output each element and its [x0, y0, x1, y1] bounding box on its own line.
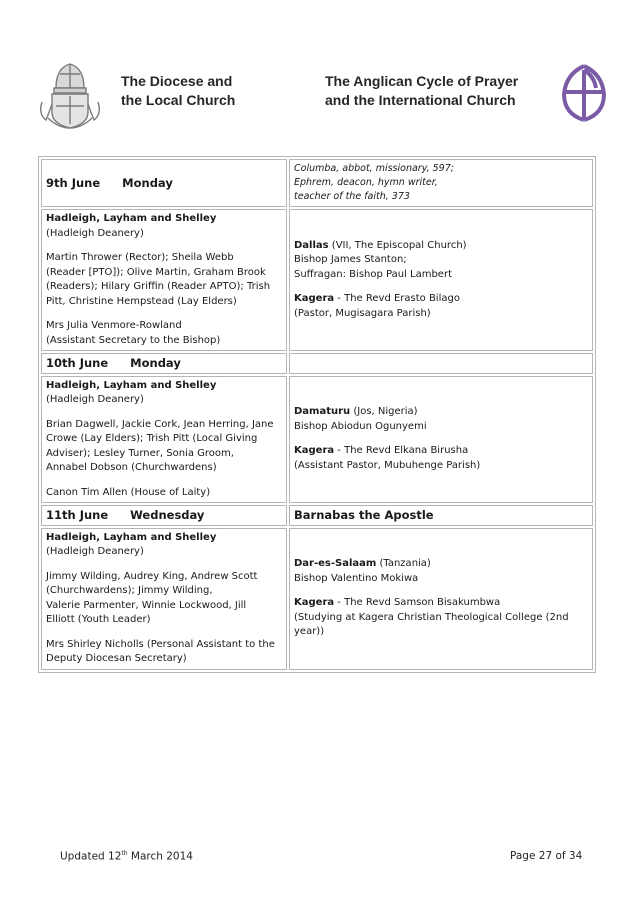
diocese-name: Dar-es-Salaam [294, 558, 377, 570]
link-diocese-name: Kagera [294, 597, 335, 609]
clergy-line: Pitt, Christine Hempstead (Lay Elders) [46, 295, 237, 307]
link-detail: - The Revd Erasto Bilago [334, 293, 460, 305]
bishop-line: Bishop James Stanton; [294, 254, 407, 266]
header-right-line2: and the International Church [325, 92, 516, 108]
clergy-line: (Churchwardens); Jimmy Wilding, [46, 585, 213, 596]
bishop-line: Suffragan: Bishop Paul Lambert [294, 268, 452, 280]
footer-updated-sup: th [121, 850, 128, 857]
clergy-line: Martin Thrower (Rector); Sheila Webb [46, 252, 234, 263]
local-church-cell [41, 376, 287, 504]
day-date: 10th June [46, 356, 109, 370]
parish-name: Hadleigh, Layham and Shelley [46, 213, 217, 224]
day-name: Wednesday [130, 508, 205, 522]
day-name: Monday [122, 175, 173, 190]
day-date-cell [41, 353, 287, 374]
day-date-cell [41, 505, 287, 526]
extra-line: Mrs Shirley Nicholls (Personal Assistant to the [46, 638, 275, 650]
clergy-line: (Reader [PTO]); Olive Martin, Graham Brook [46, 266, 266, 278]
diocese-crest-logo [36, 58, 104, 130]
day-header-row [41, 505, 593, 526]
parish-name: Hadleigh, Layham and Shelley [46, 379, 217, 391]
day-entry-row [41, 528, 593, 670]
bishop-line: Bishop Abiodun Ogunyemi [294, 420, 427, 432]
commemoration-cell [289, 159, 593, 207]
day-header-row [41, 353, 593, 374]
extra-line: (Assistant Secretary to the Bishop) [46, 334, 221, 346]
clergy-line: Elliott (Youth Leader) [46, 614, 151, 625]
bishop-line: Bishop Valentino Mokiwa [294, 572, 419, 584]
extra-line: Mrs Julia Venmore-Rowland [46, 320, 182, 331]
footer-page-number: Page 27 of 34 [510, 850, 583, 862]
parish-name: Hadleigh, Layham and Shelley [46, 531, 217, 543]
link-diocese-name: Kagera [294, 445, 335, 457]
church-of-england-logo [556, 60, 612, 126]
international-church-cell [289, 528, 593, 670]
footer-updated-date [60, 850, 193, 863]
international-church-cell [289, 376, 593, 504]
header-right-line1: The Anglican Cycle of Prayer [325, 73, 519, 89]
footer-updated-suffix: March 2014 [127, 850, 193, 863]
diocese-detail: (Tanzania) [376, 558, 431, 570]
day-date: 11th June [46, 508, 109, 522]
commemoration-line: teacher of the faith, 373 [294, 191, 410, 202]
prayer-cycle-table [38, 156, 596, 673]
diocese-name: Damaturu [294, 406, 351, 418]
header-left-line2: the Local Church [121, 92, 236, 108]
diocese-name: Dallas [294, 239, 329, 251]
commemoration-line: Columba, abbot, missionary, 597; [294, 163, 454, 174]
extra-line: Deputy Diocesan Secretary) [46, 653, 187, 664]
deanery-name: (Hadleigh Deanery) [46, 546, 144, 557]
day-entry-row [41, 376, 593, 504]
clergy-line: Adviser); Lesley Turner, Sonia Groom, [46, 447, 234, 459]
local-church-cell [41, 528, 287, 670]
diocese-detail: (VII, The Episcopal Church) [328, 239, 467, 251]
feast-cell: Barnabas the Apostle [289, 505, 593, 526]
deanery-name: (Hadleigh Deanery) [46, 394, 144, 405]
commemoration-cell [289, 353, 593, 374]
day-entry-row [41, 209, 593, 351]
deanery-name: (Hadleigh Deanery) [46, 227, 144, 239]
extra-line: Canon Tim Allen (House of Laity) [46, 486, 211, 498]
clergy-line: Brian Dagwell, Jackie Cork, Jean Herring, Jane [46, 418, 274, 430]
link-diocese-name: Kagera [294, 293, 335, 305]
clergy-line: Valerie Parmenter, Winnie Lockwood, Jill [46, 599, 247, 611]
day-name: Monday [130, 356, 181, 370]
link-role: (Studying at Kagera Christian Theological College (2nd year)) [294, 611, 569, 638]
footer-updated-prefix: Updated 12 [60, 850, 122, 863]
commemoration-line: Ephrem, deacon, hymn writer, [294, 177, 438, 188]
header-cycle-title [325, 72, 518, 110]
header-diocese-title [121, 72, 235, 110]
international-church-cell [289, 209, 593, 351]
day-header-row [41, 159, 593, 207]
day-date-cell [41, 159, 287, 207]
clergy-line: Annabel Dobson (Churchwardens) [46, 462, 217, 473]
local-church-cell [41, 209, 287, 351]
link-role: (Pastor, Mugisagara Parish) [294, 307, 431, 319]
link-detail: - The Revd Elkana Birusha [334, 445, 469, 457]
clergy-line: Jimmy Wilding, Audrey King, Andrew Scott [46, 570, 258, 582]
diocese-detail: (Jos, Nigeria) [350, 406, 418, 418]
clergy-line: Crowe (Lay Elders); Trish Pitt (Local Giving [46, 433, 258, 444]
link-role: (Assistant Pastor, Mubuhenge Parish) [294, 459, 481, 471]
link-detail: - The Revd Samson Bisakumbwa [334, 597, 501, 609]
header-left-line1: The Diocese and [121, 73, 233, 89]
day-date: 9th June [46, 175, 101, 190]
clergy-line: (Readers); Hilary Griffin (Reader APTO); Trish [46, 281, 271, 292]
